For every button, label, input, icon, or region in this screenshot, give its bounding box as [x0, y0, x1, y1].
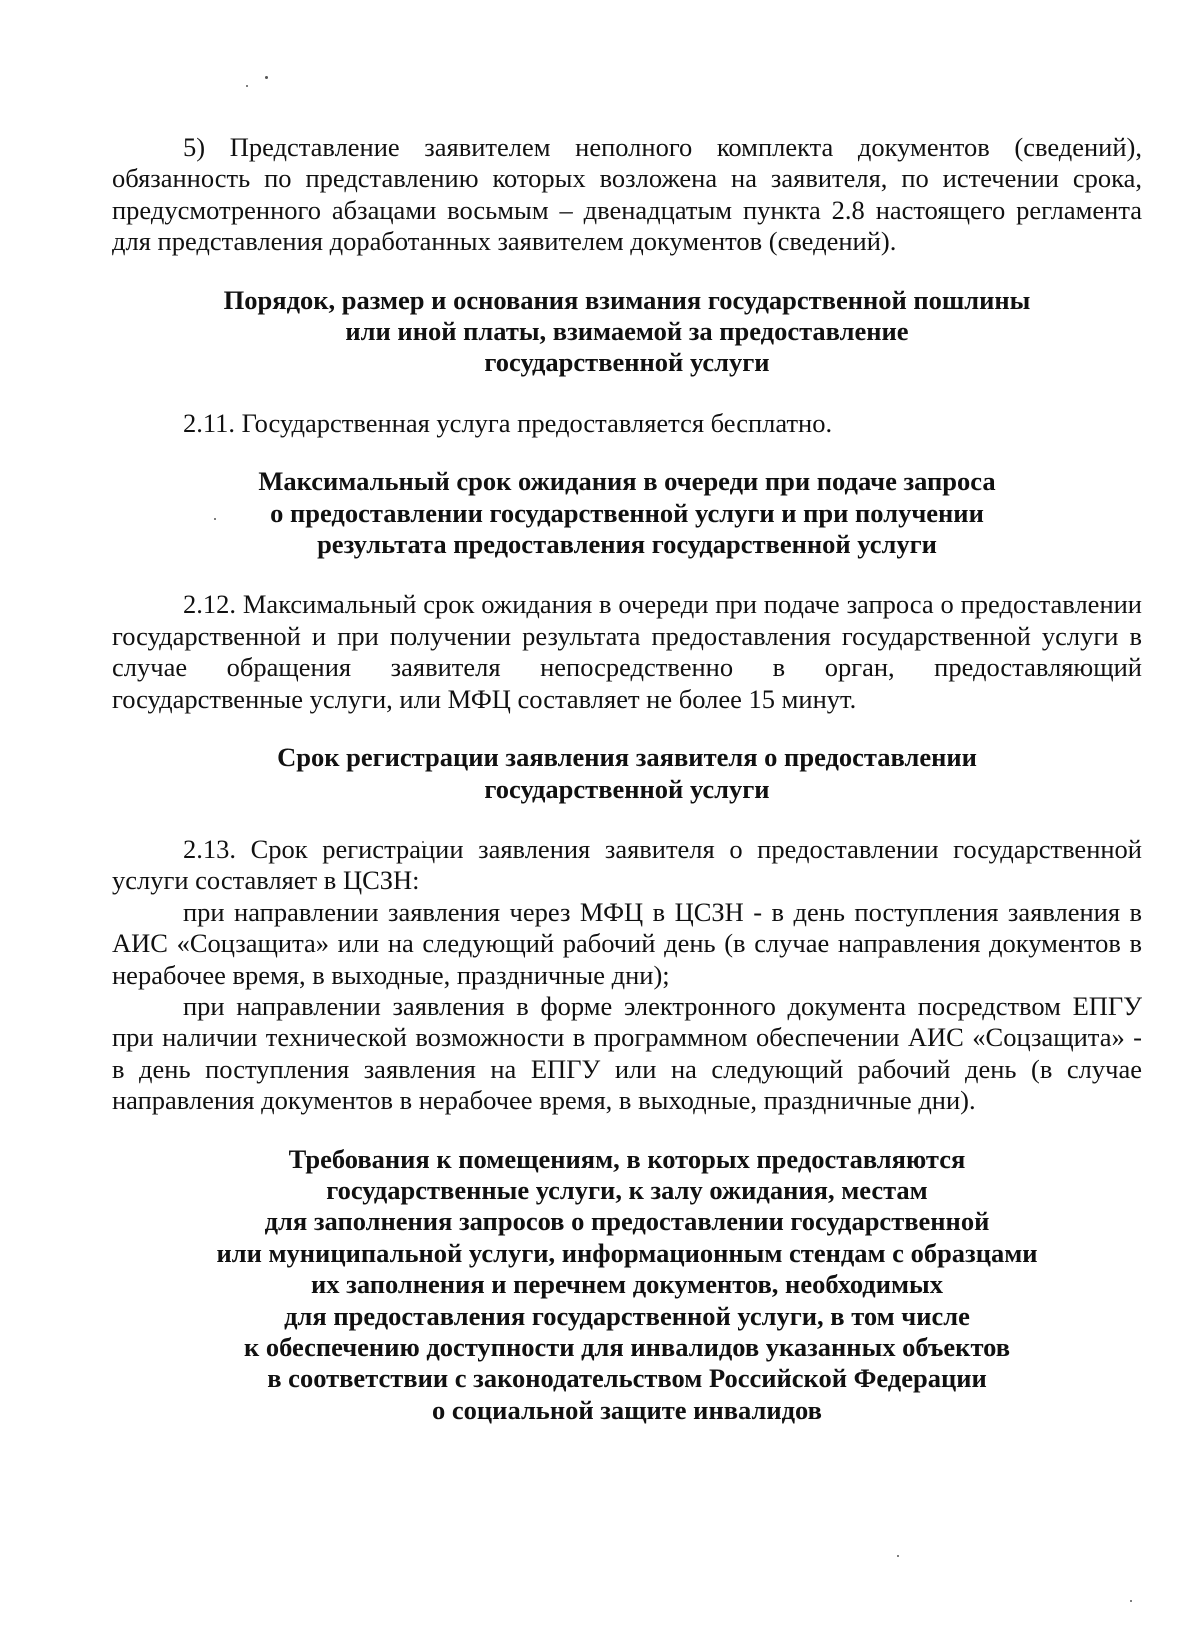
heading-line: о предоставлении государственной услуги и при получении: [270, 497, 984, 528]
heading-line: Максимальный срок ожидания в очереди при подаче запроса: [258, 466, 996, 497]
section-heading-premises: [112, 1144, 1142, 1427]
heading-line: Срок регистрации заявления заявителя о предоставлении: [277, 742, 977, 773]
heading-line: для заполнения запросов о предоставлении государственной: [264, 1206, 990, 1237]
paragraph-2-13: 2.13. Срок регистрации заявления заявителя о предоставлении государственной услуги составляет в ЦСЗН:: [112, 833, 1142, 896]
heading-line: государственные услуги, к залу ожидания, местам: [326, 1174, 928, 1205]
heading-line: их заполнения и перечнем документов, необходимых: [311, 1269, 943, 1300]
heading-line: государственной услуги: [484, 773, 770, 804]
scan-speck: [897, 1555, 899, 1557]
scan-speck: [246, 85, 248, 87]
heading-line: к обеспечению доступности для инвалидов указанных объектов: [243, 1332, 1011, 1362]
section-heading-queue: [112, 466, 1142, 560]
paragraph-2-11: 2.11. Государственная услуга предоставляется бесплатно.: [183, 407, 833, 438]
heading-line: результата предоставления государственной услуги: [317, 529, 937, 560]
heading-line: в соответствии с законодательством Российской Федерации: [267, 1363, 987, 1394]
paragraph-2-12: 2.12. Максимальный срок ожидания в очереди при подаче запроса о предоставлении государственной и при получении результата предоставления государственной услуги в случае обращения заявителя непосредственно в орган, предоставляющий государственные услуги, или МФЦ составляет не более 15 минут.: [112, 589, 1142, 714]
heading-line: Порядок, размер и основания взимания государственной пошлины: [223, 284, 1031, 315]
heading-line: или муниципальной услуги, информационным стендам с образцами: [216, 1237, 1038, 1268]
section-heading-registration: [112, 742, 1142, 805]
paragraph-item-5: 5) Представление заявителем неполного комплекта документов (сведений), обязанность по представлению которых возложена на заявителя, по истечении срока, предусмотренного абзацами восьмым – двенадцатым пункта 2.8 настоящего регламента для представления доработанных заявителем документов (сведений).: [112, 132, 1142, 257]
scan-speck: [265, 76, 268, 79]
heading-line: для предоставления государственной услуги, в том числе: [284, 1300, 970, 1331]
document-body: [112, 132, 1142, 1426]
heading-line: о социальной защите инвалидов: [432, 1394, 822, 1425]
heading-line: Требования к помещениям, в которых предоставляются: [288, 1143, 966, 1174]
heading-line: государственной услуги: [484, 347, 770, 378]
scan-speck: [1130, 1600, 1132, 1602]
paragraph-epgu: при направлении заявления в форме электронного документа посредством ЕПГУ при наличии технической возможности в программном обеспечении АИС «Соцзащита» - в день поступления заявления на ЕПГУ или на следующий рабочий день (в случае направления документов в нерабочее время, в выходные, праздничные дни).: [112, 990, 1142, 1116]
heading-line: или иной платы, взимаемой за предоставление: [345, 316, 909, 347]
section-heading-fee: [112, 285, 1142, 379]
paragraph-mfc: при направлении заявления через МФЦ в ЦСЗН - в день поступления заявления в АИС «Соцзащита» или на следующий рабочий день (в случае направления документов в нерабочее время, в выходные, праздничные дни);: [112, 896, 1142, 990]
